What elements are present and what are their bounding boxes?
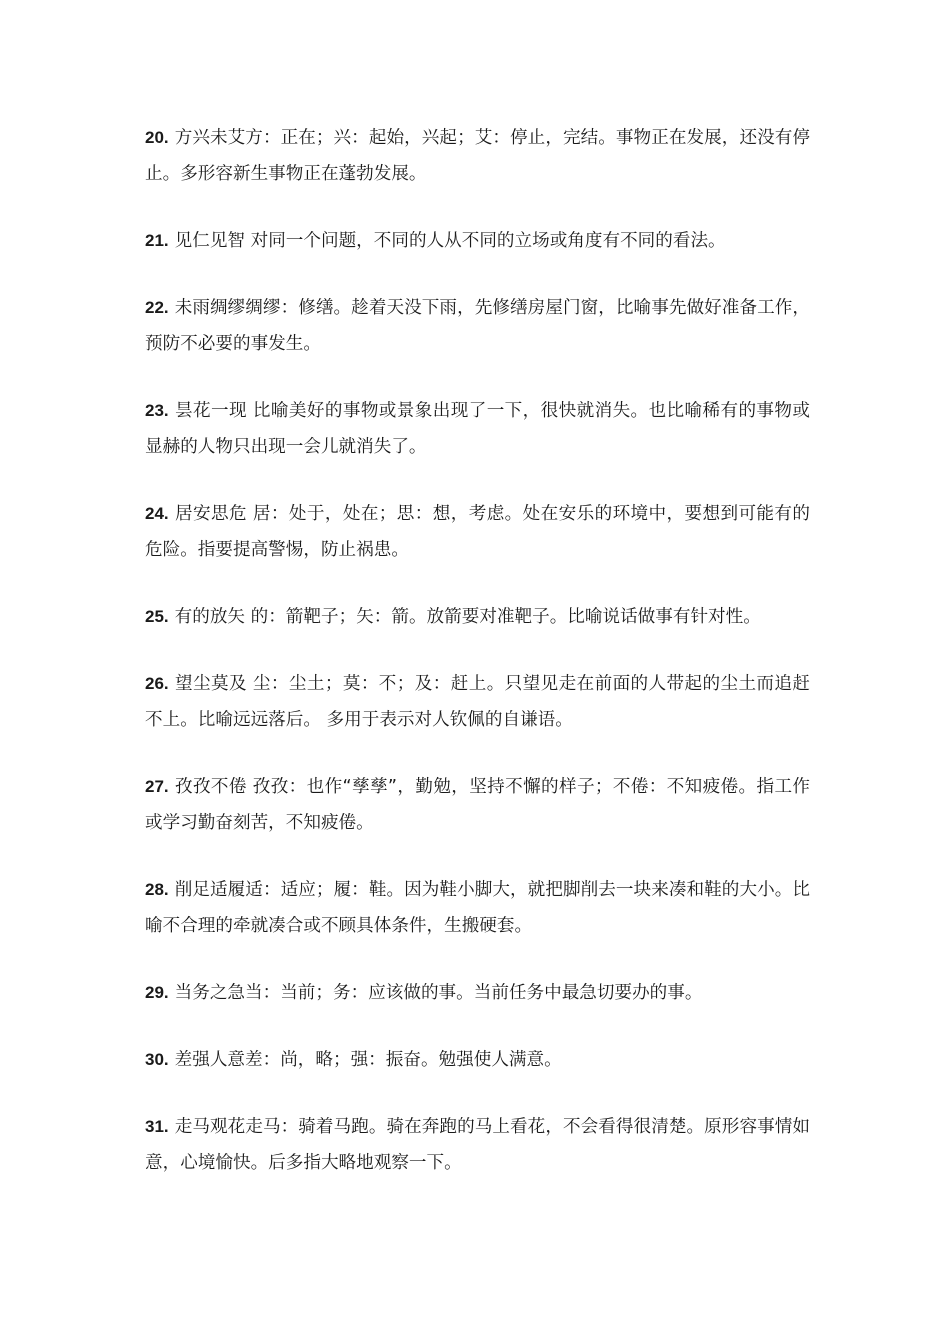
entry-text: 居安思危 居：处于，处在；思：想，考虑。处在安乐的环境中，要想到可能有的危险。指要提高警惕，防止祸患。 [145, 504, 810, 560]
idiom-list [145, 120, 810, 1212]
idiom-entry-27 [145, 769, 810, 841]
idiom-entry-24 [145, 496, 810, 568]
idiom-entry-30 [145, 1042, 810, 1078]
entry-text: 孜孜不倦 孜孜：也作“孳孳”，勤勉，坚持不懈的样子；不倦：不知疲倦。指工作或学习勤奋刻苦，不知疲倦。 [145, 777, 810, 833]
idiom-entry-23 [145, 393, 810, 465]
entry-number: 23. [145, 401, 169, 420]
entry-text: 未雨绸缪绸缪：修缮。趁着天没下雨，先修缮房屋门窗，比喻事先做好准备工作，预防不必要的事发生。 [145, 298, 810, 354]
entry-text: 方兴未艾方：正在；兴：起始，兴起；艾：停止，完结。事物正在发展，还没有停止。多形容新生事物正在蓬勃发展。 [145, 128, 810, 184]
entry-number: 29. [145, 983, 169, 1002]
idiom-entry-20 [145, 120, 810, 192]
entry-number: 22. [145, 298, 169, 317]
entry-text: 望尘莫及 尘：尘土；莫：不；及：赶上。只望见走在前面的人带起的尘土而追赶不上。比喻远远落后。 多用于表示对人钦佩的自谦语。 [145, 674, 810, 730]
idiom-entry-22 [145, 290, 810, 362]
idiom-entry-28 [145, 872, 810, 944]
idiom-entry-29 [145, 975, 810, 1011]
entry-text: 走马观花走马：骑着马跑。骑在奔跑的马上看花，不会看得很清楚。原形容事情如意，心境愉快。后多指大略地观察一下。 [145, 1117, 810, 1173]
entry-number: 31. [145, 1117, 169, 1136]
entry-number: 27. [145, 777, 169, 796]
entry-text: 当务之急当：当前；务：应该做的事。当前任务中最急切要办的事。 [174, 983, 703, 1003]
entry-text: 差强人意差：尚，略；强：振奋。勉强使人满意。 [174, 1050, 562, 1070]
idiom-entry-31 [145, 1109, 810, 1181]
entry-number: 26. [145, 674, 169, 693]
entry-number: 20. [145, 128, 169, 147]
entry-number: 21. [145, 231, 169, 250]
entry-number: 28. [145, 880, 169, 899]
entry-text: 有的放矢 的：箭靶子；矢：箭。放箭要对准靶子。比喻说话做事有针对性。 [174, 607, 761, 627]
entry-text: 昙花一现 比喻美好的事物或景象出现了一下，很快就消失。也比喻稀有的事物或显赫的人物只出现一会儿就消失了。 [145, 401, 810, 457]
entry-number: 24. [145, 504, 169, 523]
idiom-entry-25 [145, 599, 810, 635]
entry-text: 见仁见智 对同一个问题，不同的人从不同的立场或角度有不同的看法。 [174, 231, 726, 251]
idiom-entry-21 [145, 223, 810, 259]
entry-text: 削足适履适：适应；履：鞋。因为鞋小脚大，就把脚削去一块来凑和鞋的大小。比喻不合理的牵就凑合或不顾具体条件，生搬硬套。 [145, 880, 810, 936]
idiom-entry-26 [145, 666, 810, 738]
entry-number: 30. [145, 1050, 169, 1069]
entry-number: 25. [145, 607, 169, 626]
